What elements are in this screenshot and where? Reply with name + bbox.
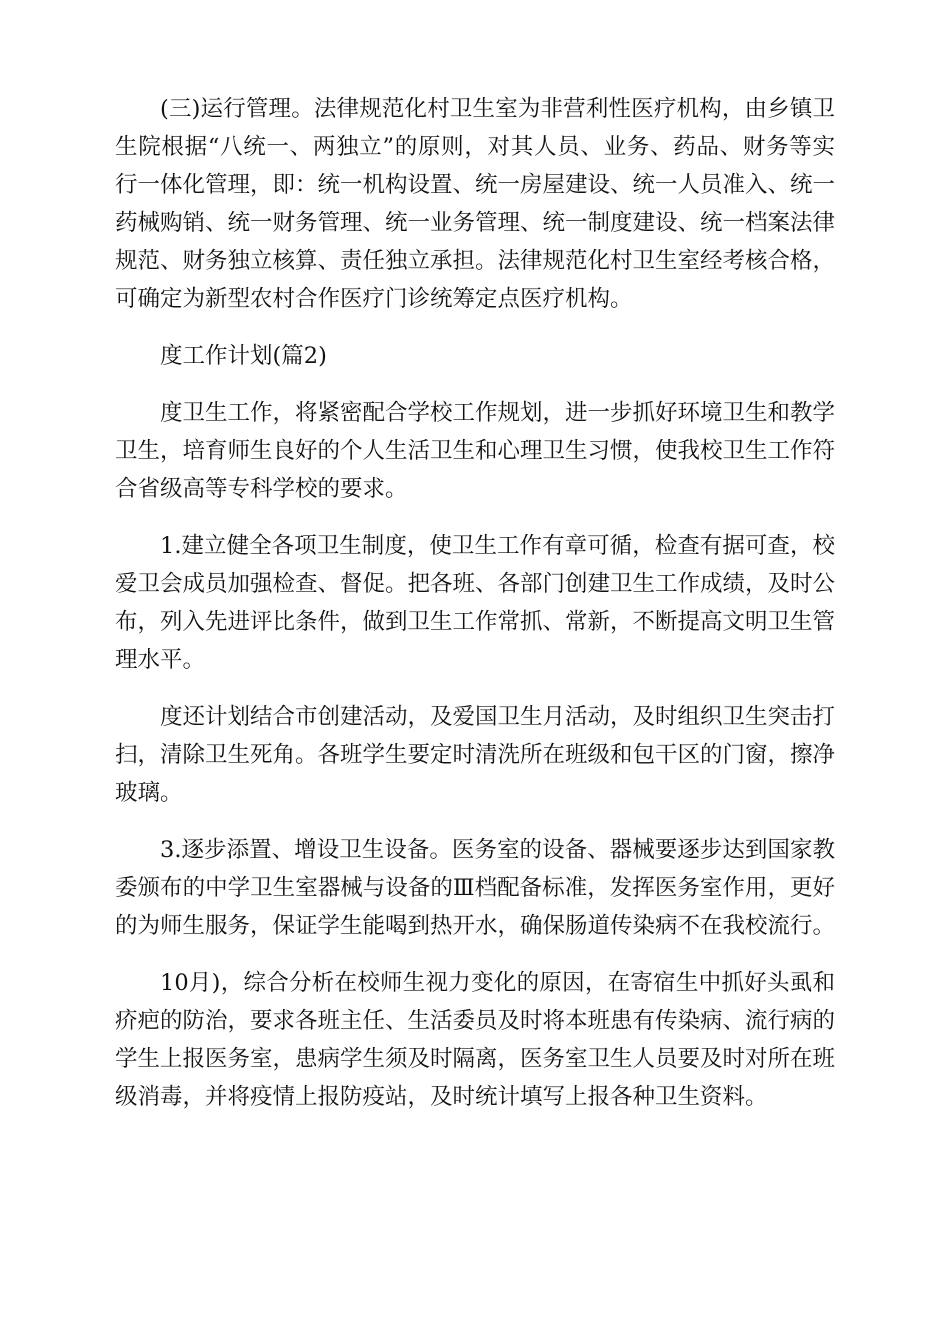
paragraph-operation-management: (三)运行管理。法律规范化村卫生室为非营利性医疗机构，由乡镇卫生院根据“八统一、两独立”的原则，对其人员、业务、药品、财务等实行一体化管理，即：统一机构设置、统一房屋建设、统一人员准入、统一药械购销、统一财务管理、统一业务管理、统一制度建设、统一档案法律规范、财务独立核算、责任独立承担。法律规范化村卫生室经考核合格，可确定为新型农村合作医疗门诊统筹定点医疗机构。 <box>115 96 836 312</box>
paragraph-health-work-intro: 度卫生工作，将紧密配合学校工作规划，进一步抓好环境卫生和教学卫生，培育师生良好的个人生活卫生和心理卫生习惯，使我校卫生工作符合省级高等专科学校的要求。 <box>115 400 836 502</box>
paragraph-cleanup-plan: 度还计划结合市创建活动，及爱国卫生月活动，及时组织卫生突击打扫，清除卫生死角。各班学生要定时清洗所在班级和包干区的门窗，擦净玻璃。 <box>115 704 836 806</box>
section-heading-plan: 度工作计划(篇2) <box>160 343 327 369</box>
paragraph-item-3: 3.逐步添置、增设卫生设备。医务室的设备、器械要逐步达到国家教委颁布的中学卫生室器械与设备的Ⅲ档配备标准，发挥医务室作用，更好的为师生服务，保证学生能喝到热开水，确保肠道传染病不在我校流行。 <box>115 837 836 939</box>
document-body <box>115 90 835 1135</box>
paragraph-item-1: 1.建立健全各项卫生制度，使卫生工作有章可循，检查有据可查，校爱卫会成员加强检查、督促。把各班、各部门创建卫生工作成绩，及时公布，列入先进评比条件，做到卫生工作常抓、常新，不断提高文明卫生管理水平。 <box>115 533 836 673</box>
paragraph-vision-analysis: 10月)，综合分析在校师生视力变化的原因，在寄宿生中抓好头虱和疥疤的防治，要求各班主任、生活委员及时将本班患有传染病、流行病的学生上报医务室，患病学生须及时隔离，医务室卫生人员要及时对所在班级消毒，并将疫情上报防疫站，及时统计填写上报各种卫生资料。 <box>115 970 836 1110</box>
